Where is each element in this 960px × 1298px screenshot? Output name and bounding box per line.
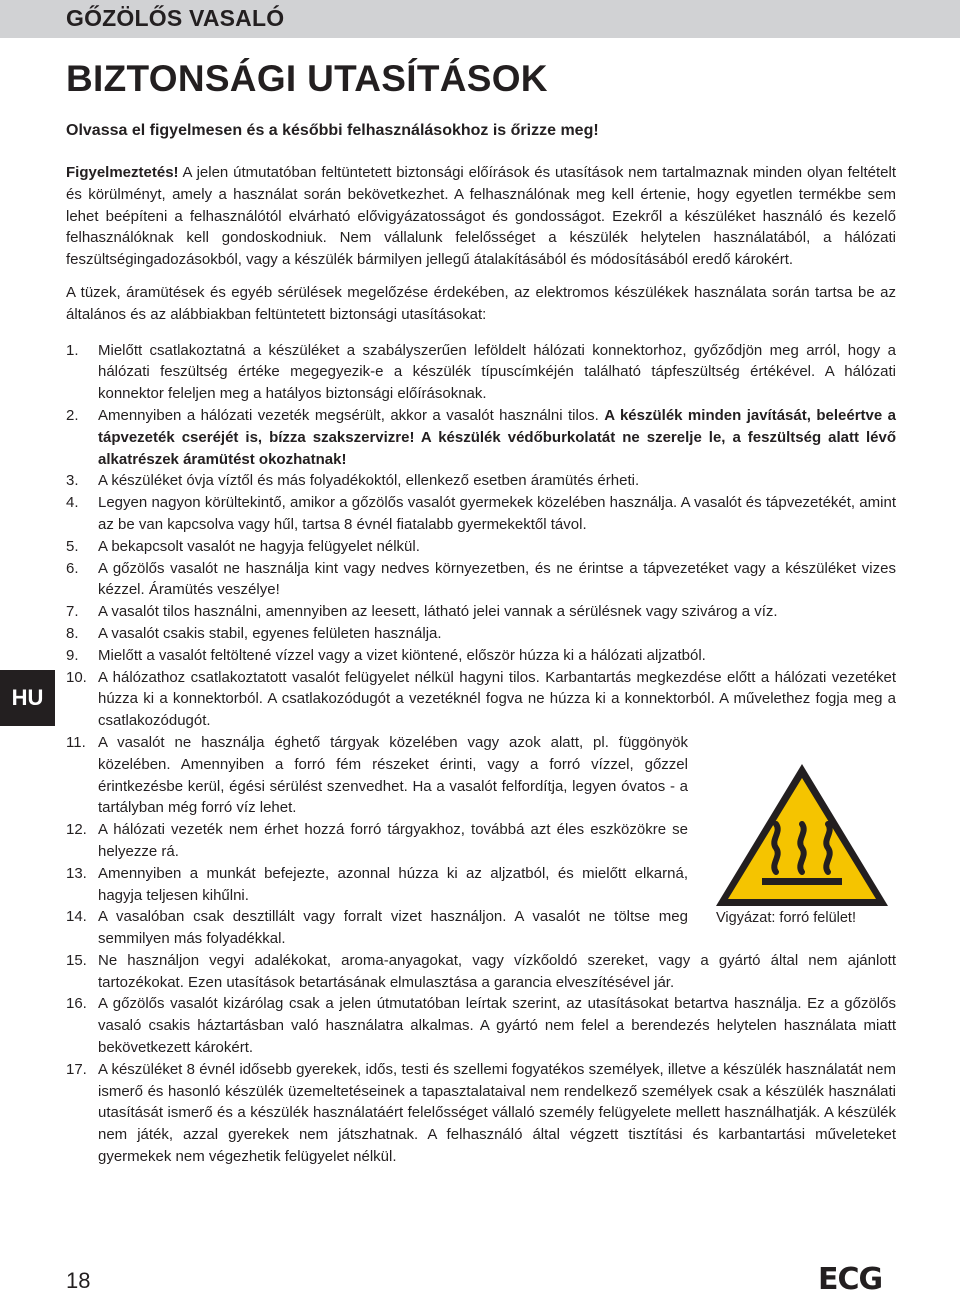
language-tab: [0, 670, 55, 726]
list-item: [66, 645, 896, 667]
item-text: A vasalót csakis stabil, egyenes felületen használja.: [98, 624, 442, 642]
list-item: [66, 906, 688, 950]
item-text: Legyen nagyon körültekintő, amikor a gőzölős vasalót gyermekek közelében használja. A vasalót és tápvezetékét, amint az be van kapcsolva vagy hűl, tartsa 8 évnél fiatalabb gyermekektől távol.: [98, 494, 896, 533]
subtitle: Olvassa el figyelmesen és a későbbi felhasználásokhoz is őrizze meg!: [66, 122, 599, 139]
list-item: [66, 993, 896, 1058]
item-text: Ne használjon vegyi adalékokat, aroma-anyagokat, vagy vízkőoldó szereket, vagy a gyártó által nem ajánlott tartozékokat. Ezen utasítások betartásának elmulasztása a garancia elveszítésével jár.: [98, 951, 896, 991]
item-number: 13.: [66, 864, 87, 882]
page-title: BIZTONSÁGI UTASÍTÁSOK: [66, 58, 548, 99]
warning-caption: Vigyázat: forró felület!: [716, 910, 856, 926]
item-number: 4.: [66, 494, 79, 512]
item-text: A vasalót tilos használni, amennyiben az leesett, látható jelei vannak a sérülésnek vagy szivárog a víz.: [98, 603, 778, 621]
brand-logo: ECG: [818, 1262, 883, 1297]
intro-paragraph: [66, 162, 896, 271]
list-item: [66, 558, 896, 602]
list-item: [66, 819, 688, 863]
item-text: A vasalót ne használja éghető tárgyak közelében vagy azok alatt, pl. függönyök közelében. Amennyiben a forró fém részeket érinti, vagy a forró vízzel, gőzzel érintkezésbe kerül, égési sérülést szenvedhet. Ha a vasalót felfordítja, legyen óvatos - a tartályban még forró víz lehet.: [98, 733, 688, 817]
list-item: [66, 863, 688, 907]
general-notice: A tüzek, áramütések és egyéb sérülések megelőzése érdekében, az elektromos készülékek használata során tartsa be az általános és az alábbiakban feltüntetett biztonsági utasításokat:: [66, 283, 896, 323]
item-text: Mielőtt a vasalót feltöltené vízzel vagy a vizet kiöntené, először húzza ki a hálózati aljzatból.: [98, 646, 706, 664]
warning-label: Figyelmeztetés!: [66, 164, 179, 181]
list-item: [66, 1059, 896, 1168]
item-number: 17.: [66, 1060, 87, 1078]
item-number: 9.: [66, 646, 79, 664]
item-text: A gőzölős vasalót ne használja kint vagy nedves környezetben, és ne érintse a tápvezetéket vagy a készüléket vizes kézzel. Áramütés veszélye!: [98, 559, 896, 599]
item-text: A gőzölős vasalót kizárólag csak a jelen útmutatóban leírtak szerint, az utasításokat betartva használja. Ez a gőzölős vasaló csakis háztartásban való használatra alkalmas. A gyártó nem felel a berendezés helytelen használata miatt bekövetkezett károkért.: [98, 995, 896, 1057]
item-number: 16.: [66, 995, 87, 1013]
item-text: A hálózati vezeték nem érhet hozzá forró tárgyakhoz, továbbá azt éles eszközökre se helyezze rá.: [98, 821, 688, 860]
item-number: 10.: [66, 668, 87, 686]
item-number: 5.: [66, 537, 79, 555]
list-item: [66, 623, 896, 645]
item-bold-text: A készülék minden javítását, beleértve a tápvezeték cseréjét is, bízza szakszervizre! A készülék védőburkolatát ne szerelje le, a feszültség alatt lévő alkatrészek áramütést okozhatnak!: [98, 406, 896, 468]
language-label: HU: [11, 685, 44, 710]
list-item: [66, 732, 688, 819]
item-number: 2.: [66, 406, 79, 424]
item-number: 11.: [66, 733, 86, 751]
item-number: 15.: [66, 951, 87, 969]
item-text: A bekapcsolt vasalót ne hagyja felügyelet nélkül.: [98, 537, 420, 555]
item-number: 14.: [66, 908, 87, 926]
item-text: A készüléket 8 évnél idősebb gyerekek, idős, testi és szellemi fogyatékos személyek, illetve a készülék használatát nem ismerő és hasonló készülék üzemeltetéseinek a tapasztalataival nem rendelkező személyek csak a készülék használati utasítását ismerő és a készülék használatáért felelősséget vállaló személy felügyelete mellett használhatják. A készülék nem játék, azzal gyerekek nem játszhatnak. A felhasználó által végzett tisztítási és karbantartási műveleteket gyermekek nem végezhetik felügyelet nélkül.: [98, 1060, 896, 1166]
item-number: 3.: [66, 472, 79, 490]
list-item: [66, 340, 896, 405]
list-item: [66, 405, 896, 470]
list-item: [66, 536, 896, 558]
item-number: 8.: [66, 624, 79, 642]
item-number: 7.: [66, 603, 79, 621]
list-item: [66, 950, 896, 994]
page-number: 18: [66, 1268, 91, 1293]
content-body: [66, 162, 896, 1168]
item-text: Amennyiben a munkát befejezte, azonnal húzza ki az aljzatból, és mielőtt elkarná, hagyja teljesen kihűlni.: [98, 864, 688, 904]
list-item: [66, 492, 896, 536]
item-text: A vasalóban csak desztillált vagy forralt vizet használjon. A vasalót ne töltse meg semmilyen más folyadékkal.: [98, 908, 688, 948]
header-title: GŐZÖLŐS VASALÓ: [66, 5, 285, 31]
item-number: 12.: [66, 821, 87, 839]
safety-rules-list: [66, 340, 896, 1168]
item-text: Mielőtt csatlakoztatná a készüléket a szabályszerűen leföldelt hálózati konnektorhoz, győződjön meg arról, hogy a hálózati feszültség értéke megegyezik-e a készülék típuscímkéjén található tápfeszültség értékével. A hálózati konnektor feleljen meg a hatályos biztonsági előírásoknak.: [98, 341, 896, 403]
item-number: 1.: [66, 341, 79, 359]
list-item: [66, 601, 896, 623]
item-text: Amennyiben a hálózati vezeték megsérült, akkor a vasalót használni tilos.: [98, 406, 605, 424]
intro-text: A jelen útmutatóban feltüntetett biztonsági előírások és utasítások nem tartalmaznak minden olyan feltételt és körülményt, amely a használat során bekövetkezhet. A felhasználónak meg kell értenie, hogy egyetlen termékbe sem lehet beépíteni a felhasználótól elvárható elővigyázatosságot és gondosságot. Ezekről a készüléket használó és kezelő felhasználóknak kell gondoskodniuk. Nem vállalunk felelősséget a készülék helytelen használatából, a hálózati feszültségingadozásokból, vagy a készülék bármilyen jellegű átalakításából és módosításából eredő károkért.: [66, 164, 896, 269]
item-text: A készüléket óvja víztől és más folyadékoktól, ellenkező esetben áramütés érheti.: [98, 472, 640, 490]
item-text: A hálózathoz csatlakoztatott vasalót felügyelet nélkül hagyni tilos. Karbantartás megkezdése előtt a hálózati vezetéket húzza ki a konnektorból. A csatlakozódugót a vezetéknél fogva ne húzza ki a konnektorból. A művelethez fogja meg a csatlakozódugót.: [98, 668, 896, 730]
list-item: [66, 667, 896, 732]
list-item: [66, 470, 896, 492]
item-number: 6.: [66, 559, 79, 577]
